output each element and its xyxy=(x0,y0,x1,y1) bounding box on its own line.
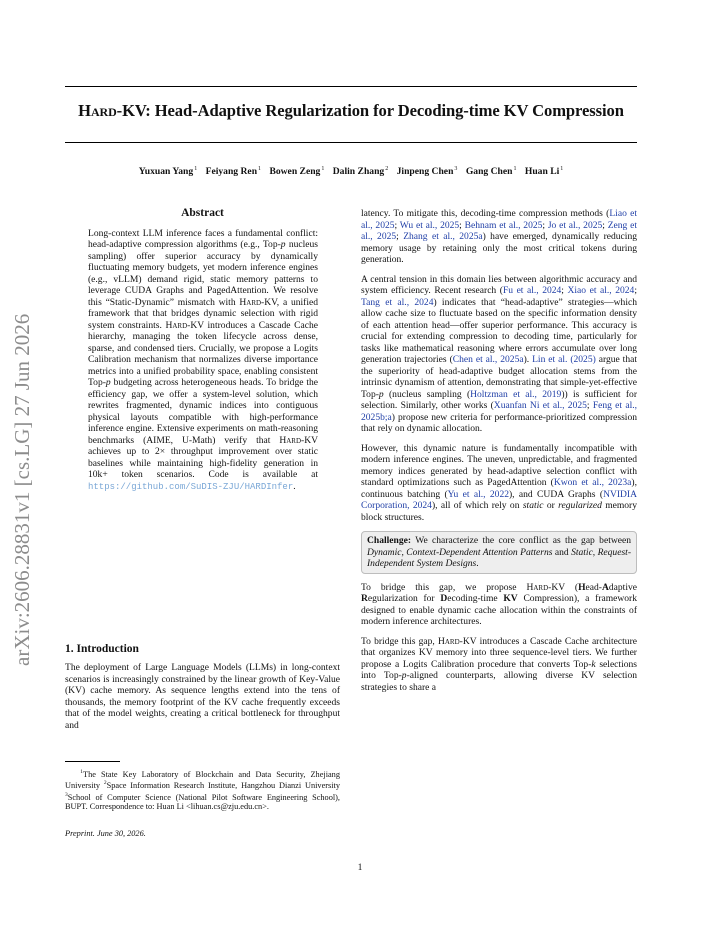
author: Gang Chen$^1$ xyxy=(465,166,517,178)
title-bottom-rule xyxy=(65,142,637,143)
arxiv-stamp: arXiv:2606.28831v1 [cs.LG] 27 Jun 2026 xyxy=(10,313,34,666)
citation-link[interactable]: Wu et al., 2025 xyxy=(399,219,460,231)
citation-link[interactable]: Zeng et al., 2025 xyxy=(361,219,637,242)
code-link[interactable]: https://github.com/SuDIS-ZJU/HARDInfer xyxy=(88,481,294,492)
challenge-box: Challenge: We characterize the core conflict as the gap between Dynamic, Context-Dependent Attention Patterns and Static, Request-Independent System Designs. xyxy=(361,531,637,574)
citation-link[interactable]: Xuanfan Ni et al., 2025 xyxy=(493,400,587,411)
citation-link[interactable]: Lin et al. (2025) xyxy=(532,354,596,365)
citation-link[interactable]: Feng et al., 2025b;a xyxy=(361,400,637,423)
abstract-heading: Abstract xyxy=(181,207,224,219)
paragraph: To bridge this gap, we propose Hard-KV (Head-Adaptive Regularization for Decoding-time KV Compression), a framework designed to enable dynamic cache allocation within the constraints of modern inference architectures. xyxy=(361,581,637,627)
citation-link[interactable]: Chen et al., 2025a xyxy=(452,354,524,365)
citation-link[interactable]: Zhang et al., 2025a xyxy=(403,231,483,242)
intro-paragraph: The deployment of Large Language Models (LLMs) in long-context scenarios is increasingly constrained by the linear growth of Key-Value (KV) cache memory. As sequence lengths extend into the tens of thousands, the memory footprint of the KV cache frequently exceeds that of the model weights, creating a critical bottleneck for throughput and xyxy=(65,662,340,731)
author: Feiyang Ren$^1$ xyxy=(205,166,262,178)
paragraph: latency. To mitigate this, decoding-time compression methods (Liao et al., 2025; Wu et al., 2025; Behnam et al., 2025; Jo et al., 2025; Zeng et al., 2025; Zhang et al., 2025a) have emerged, dynamically reducing memory usage by retaining only the most critical tokens during generation. xyxy=(361,208,637,265)
citation-link[interactable]: Holtzman et al., 2019 xyxy=(470,388,562,400)
preprint-note: Preprint. June 30, 2026. xyxy=(65,829,146,838)
title-top-rule xyxy=(65,86,637,87)
footnote-rule xyxy=(65,761,120,762)
abstract-text: Long-context LLM inference faces a fundamental conflict: head-adaptive compression algorithms (e.g., Top-p nucleus sampling) offer superior accuracy by dynamically fluctuating memory budgets, yet modern inference engines (e.g., vLLM) demand rigid, static memory patterns to leverage CUDA Graphs and PagedAttention. We resolve this “Static-Dynamic” mismatch with Hard-KV, a unified framework that that bridges dynamic selection with rigid system constraints. Hard-KV introduces a Cascade Cache hierarchy, managing the token lifecycle across dense, sparse, and condensed tiers. Crucially, we propose a Logits Calibration mechanism that normalizes diverse importance metrics into a unified probability space, enabling consistent Top-p budgeting across heterogeneous heads. To bridge the efficiency gap, we offer a system-level solution, which rewrites fragmented, dynamic indices into contiguous physical layouts compatible with high-performance inference engine. Extensive experiments on math-reasoning benchmarks (AIME, U-Math) verify that Hard-KV achieves up to 2× throughput improvement over static baselines while maintaining high-fidelity generation in 10k+ token scenarios. Code is available at https://github.com/SuDIS-ZJU/HARDInfer. xyxy=(88,227,318,492)
section-heading-introduction: 1. Introduction xyxy=(65,643,139,655)
citation-link[interactable]: Kwon et al., 2023a xyxy=(553,477,632,488)
author: Huan Li$^1$ xyxy=(524,166,564,178)
paper-title: Hard-KV: Head-Adaptive Regularization for Decoding-time KV Compression xyxy=(78,101,624,120)
author: Bowen Zeng$^1$ xyxy=(269,166,325,178)
citation-link[interactable]: Yu et al., 2022 xyxy=(447,488,509,500)
right-column xyxy=(361,208,637,693)
left-column xyxy=(65,207,341,838)
author: Jinpeng Chen$^3$ xyxy=(396,166,458,178)
citation-link[interactable]: Tang et al., 2024 xyxy=(361,296,434,308)
author-list xyxy=(65,166,637,177)
citation-link[interactable]: Xiao et al., 2024 xyxy=(567,285,635,296)
author: Dalin Zhang$^2$ xyxy=(332,166,389,178)
paragraph: A central tension in this domain lies between algorithmic accuracy and system efficiency. Recent research (Fu et al., 2024; Xiao et al., 2024; Tang et al., 2024) indicates that “head-adaptive” strategies—which allow cache size to fluctuate based on the specific information density of each attention head—offer superior performance. This accuracy is crucial for extending compression to decoding time, particularly for tasks like mathematical reasoning where errors accumulate over long generation trajectories (Chen et al., 2025a). Lin et al. (2025) argue that the superiority of head-adaptive budget allocation stems from the intrinsic dynamism of attention, demonstrating that simple-yet-effective Top-p (nucleus sampling (Holtzman et al., 2019)) is sufficient for selection. Similarly, other works (Xuanfan Ni et al., 2025; Feng et al., 2025b;a) propose new criteria for performance-prioritized compression that rely on dynamic allocation. xyxy=(361,273,637,434)
author: Yuxuan Yang$^1$ xyxy=(138,166,198,178)
paragraph: To bridge this gap, Hard-KV introduces a Cascade Cache architecture that organizes KV memory into three sequence-level tiers. We further propose a Logits Calibration procedure that converts Top-k selections into Top-p-aligned counterparts, allowing diverse KV selection strategies to share a xyxy=(361,635,637,693)
affiliation-footnote: $^1$The State Key Laboratory of Blockchain and Data Security, Zhejiang University $^2$Space Information Research Institute, Hangzhou Dianzi University $^3$School of Computer Science (National Pilot Software Engineering School), BUPT. Correspondence to: Huan Li <lihuan.cs@zju.edu.cn>. xyxy=(65,769,341,812)
citation-link[interactable]: Behnam et al., 2025 xyxy=(464,219,543,231)
page-number: 1 xyxy=(357,862,363,873)
paragraph: However, this dynamic nature is fundamentally incompatible with modern inference engines. The uneven, unpredictable, and fragmented memory indices generated by head-adaptive selection conflict with standard optimizations such as PagedAttention (Kwon et al., 2023a), continuous batching (Yu et al., 2022), and CUDA Graphs (NVIDIA Corporation, 2024), all of which rely on static or regularized memory block structures. xyxy=(361,442,638,523)
citation-link[interactable]: Fu et al., 2024 xyxy=(502,285,562,296)
citation-link[interactable]: Jo et al., 2025 xyxy=(547,219,603,231)
citation-link[interactable]: NVIDIA Corporation, 2024 xyxy=(361,488,637,511)
citation-link[interactable]: Liao et al., 2025 xyxy=(361,208,637,231)
